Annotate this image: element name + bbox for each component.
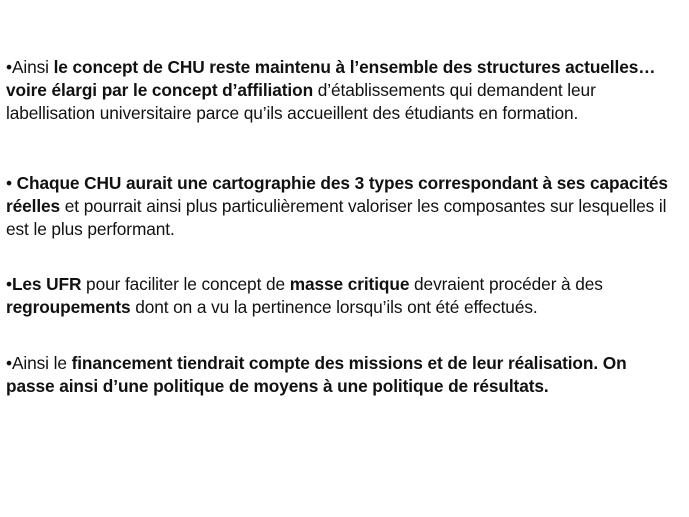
text-segment-bold: Chaque CHU aurait une cartographie des 3 types correspondant à ses capacités réelles — [6, 173, 668, 216]
bullet-paragraph-financement — [6, 352, 678, 398]
text-segment-bold: Les UFR — [11, 274, 82, 294]
text-segment: devraient procéder à des — [409, 274, 603, 294]
text-segment: d’établissements qui demandent leur labellisation universitaire parce qu’ils accueillent des étudiants en formation. — [6, 80, 596, 123]
bullet-paragraph-ufr — [6, 273, 678, 319]
text-segment: • — [6, 173, 17, 193]
text-segment: pour faciliter le concept de — [81, 274, 290, 294]
text-segment-bold: regroupements — [6, 297, 131, 317]
bullet-paragraph-cartographie — [6, 172, 678, 241]
text-segment-bold: le concept de CHU reste maintenu à l’ensemble des structures actuelles… voire élargi par le concept d’affiliation — [6, 57, 656, 100]
text-segment: • — [6, 274, 12, 294]
text-segment: dont on a vu la pertinence lorsqu’ils ont été effectués. — [130, 297, 538, 317]
text-segment: •Ainsi — [6, 57, 54, 77]
bullet-paragraph-chu-concept — [6, 56, 678, 125]
text-segment: et pourrait ainsi plus particulièrement valoriser les composantes sur lesquelles il est le plus performant. — [6, 196, 667, 239]
text-segment-bold: financement tiendrait compte des missions et de leur réalisation. On passe ainsi d’une politique de moyens à une politique de résultats. — [6, 353, 627, 396]
text-segment-bold: masse critique — [289, 274, 410, 294]
text-segment: •Ainsi le — [6, 353, 72, 373]
